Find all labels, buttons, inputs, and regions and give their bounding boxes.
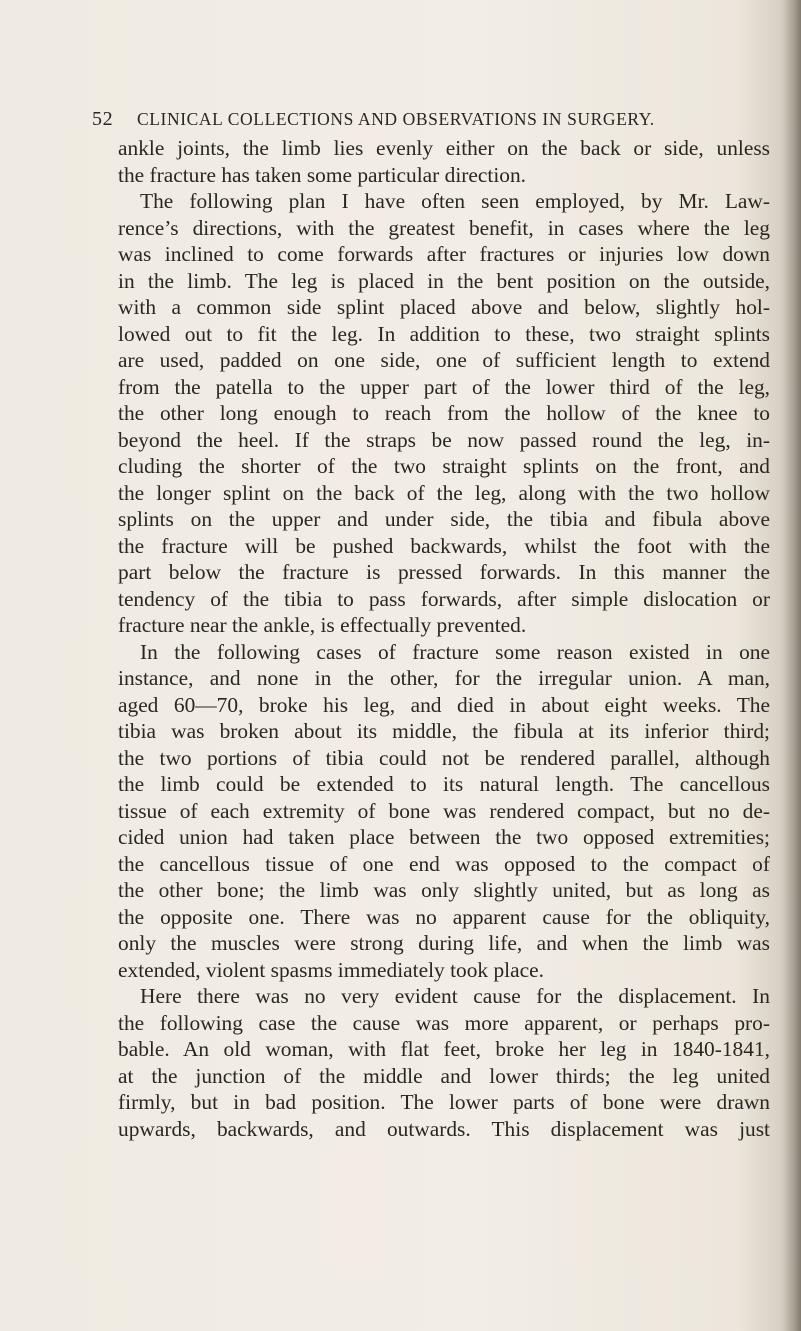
page-number: 52 [92, 108, 114, 130]
text-line: was inclined to come forwards after fractures or injuries low down [118, 242, 770, 266]
text-line: the following case the cause was more apparent, or perhaps pro- [118, 1010, 770, 1035]
text-line: splints on the upper and under side, the tibia and fibula above [118, 507, 770, 531]
text-line: bable. An old woman, with flat feet, broke her leg in 1840-1841, [118, 1037, 770, 1061]
text-line: with a common side splint placed above and below, slightly hol- [118, 295, 770, 319]
text-line: from the patella to the upper part of the lower third of the leg, [118, 374, 770, 399]
text-line: instance, and none in the other, for the irregular union. A man, [118, 666, 770, 690]
text-line: lowed out to fit the leg. In addition to these, two straight splints [118, 321, 770, 346]
text-line: tissue of each extremity of bone was rendered compact, but no de- [118, 798, 770, 823]
text-line: cided union had taken place between the two opposed extremities; [118, 825, 770, 849]
text-line: part below the fracture is pressed forwards. In this manner the [118, 560, 770, 584]
text-line: The following plan I have often seen employed, by Mr. Law- [140, 189, 770, 213]
text-line: the longer splint on the back of the leg, along with the two hollow [118, 480, 770, 505]
text-line: the fracture has taken some particular direction. [118, 162, 527, 187]
text-line: in the limb. The leg is placed in the bent position on the outside, [118, 268, 770, 293]
text-line: tendency of the tibia to pass forwards, after simple dislocation or [118, 586, 770, 611]
text-line: the opposite one. There was no apparent cause for the obliquity, [118, 904, 770, 929]
text-line: are used, padded on one side, one of sufficient length to extend [118, 348, 770, 372]
text-line: at the junction of the middle and lower thirds; the leg united [118, 1063, 770, 1088]
text-line: upwards, backwards, and outwards. This displacement was just [118, 1116, 770, 1141]
text-line: the fracture will be pushed backwards, whilst the foot with the [118, 533, 770, 558]
text-line: fracture near the ankle, is effectually prevented. [118, 613, 527, 637]
text-line: the other long enough to reach from the hollow of the knee to [118, 401, 770, 425]
text-line: aged 60—70, broke his leg, and died in about eight weeks. The [118, 692, 770, 717]
text-line: In the following cases of fracture some reason existed in one [140, 639, 770, 664]
text-line: firmly, but in bad position. The lower parts of bone were drawn [118, 1090, 770, 1114]
running-title: CLINICAL COLLECTIONS AND OBSERVATIONS IN SURGERY. [136, 109, 655, 129]
body-text [118, 135, 770, 1142]
text-line: rence’s directions, with the greatest benefit, in cases where the leg [118, 215, 770, 240]
text-line: the limb could be extended to its natural length. The cancellous [118, 772, 770, 796]
text-line: beyond the heel. If the straps be now passed round the leg, in- [118, 427, 770, 452]
text-line: the two portions of tibia could not be rendered parallel, although [118, 745, 770, 770]
text-line: tibia was broken about its middle, the fibula at its inferior third; [118, 719, 770, 743]
text-line: Here there was no very evident cause for the displacement. In [140, 984, 770, 1008]
text-line: cluding the shorter of the two straight splints on the front, and [118, 454, 770, 478]
text-line: ankle joints, the limb lies evenly either on the back or side, unless [118, 136, 770, 160]
text-line: the cancellous tissue of one end was opposed to the compact of [118, 851, 770, 876]
running-header [92, 108, 732, 131]
text-line: the other bone; the limb was only slightly united, but as long as [118, 878, 770, 902]
page-edge-shadow [783, 0, 801, 1331]
text-line: extended, violent spasms immediately took place. [118, 957, 544, 982]
text-line: only the muscles were strong during life, and when the limb was [118, 931, 770, 955]
